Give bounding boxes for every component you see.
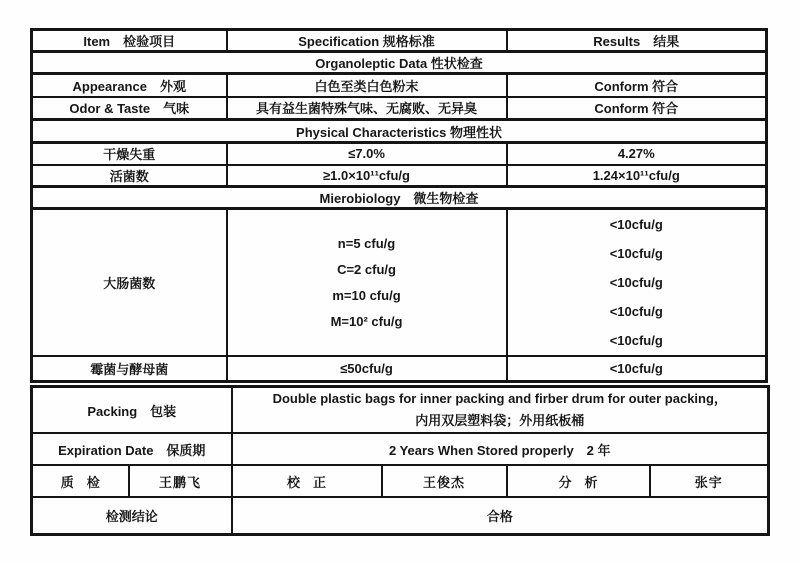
coliform-result-line: <10cfu/g (609, 333, 663, 348)
packing-signature-table (30, 385, 770, 536)
appearance-item-cell: Appearance 外观 (32, 74, 227, 97)
header-row (32, 30, 767, 52)
specification-results-table (30, 28, 768, 383)
packing-label-cell: Packing 包装 (32, 387, 232, 434)
expiration-label-cell: Expiration Date 保质期 (32, 433, 232, 465)
analysis-name-cell: 张宇 (650, 465, 769, 497)
section-row-physical (32, 120, 767, 143)
packing-line-english: Double plastic bags for inner packing and firber drum for outer packing， (272, 391, 727, 406)
table-row-odor-taste (32, 97, 767, 120)
loss-on-drying-result-cell: 4.27% (507, 143, 767, 165)
odor-spec-cell: 具有益生菌特殊气味、无腐败、无异臭 (227, 97, 507, 120)
column-header-item: Item 检验项目 (32, 30, 227, 52)
coliform-spec-line: C=2 cfu/g (337, 261, 396, 277)
table-row-appearance (32, 74, 767, 97)
table-row-loss-on-drying (32, 143, 767, 165)
section-row-microbiology (32, 187, 767, 209)
appearance-spec-cell: 白色至类白色粉末 (227, 74, 507, 97)
loss-on-drying-spec-cell: ≤7.0% (227, 143, 507, 165)
column-header-specification: Specification 规格标准 (227, 30, 507, 52)
coliform-result-line: <10cfu/g (609, 217, 663, 232)
mold-yeast-result-cell: <10cfu/g (507, 356, 767, 381)
mold-yeast-spec-cell: ≤50cfu/g (227, 356, 507, 381)
qc-label-cell: 质 检 (32, 465, 129, 497)
packing-value-cell (232, 387, 769, 434)
section-header-microbiology: Mierobiology 微生物检查 (32, 187, 767, 209)
coliform-result-line: <10cfu/g (609, 275, 663, 290)
table-row-packing (32, 387, 769, 434)
section-row-organoleptic (32, 52, 767, 74)
coliform-item-cell: 大肠菌数 (32, 209, 227, 357)
qc-name-cell: 王鹏飞 (129, 465, 232, 497)
coliform-result-line: <10cfu/g (609, 304, 663, 319)
viable-count-item-cell: 活菌数 (32, 165, 227, 187)
coliform-spec-cell (227, 209, 507, 357)
viable-count-spec-cell: ≥1.0×10¹¹cfu/g (227, 165, 507, 187)
coliform-result-cell (507, 209, 767, 357)
table-row-mold-yeast (32, 356, 767, 381)
table-row-coliform (32, 209, 767, 357)
conclusion-value-cell: 合格 (232, 497, 769, 534)
coliform-spec-line: n=5 cfu/g (337, 235, 396, 251)
coliform-spec-line: M=10² cfu/g (330, 313, 403, 329)
analysis-label-cell: 分 析 (507, 465, 650, 497)
proofread-label-cell: 校 正 (232, 465, 382, 497)
table-row-expiration (32, 433, 769, 465)
table-row-conclusion (32, 497, 769, 534)
odor-item-cell: Odor & Taste 气味 (32, 97, 227, 120)
column-header-results: Results 结果 (507, 30, 767, 52)
viable-count-result-cell: 1.24×10¹¹cfu/g (507, 165, 767, 187)
packing-line-chinese: 内用双层塑料袋；外用纸板桶 (415, 413, 585, 428)
table-row-signatures (32, 465, 769, 497)
mold-yeast-item-cell: 霉菌与酵母菌 (32, 356, 227, 381)
conclusion-label-cell: 检测结论 (32, 497, 232, 534)
section-header-physical: Physical Characteristics 物理性状 (32, 120, 767, 143)
table-row-viable-count (32, 165, 767, 187)
section-header-organoleptic: Organoleptic Data 性状检查 (32, 52, 767, 74)
loss-on-drying-item-cell: 干燥失重 (32, 143, 227, 165)
coliform-spec-line: m=10 cfu/g (332, 287, 401, 303)
proofread-name-cell: 王俊杰 (382, 465, 507, 497)
appearance-result-cell: Conform 符合 (507, 74, 767, 97)
expiration-value-cell: 2 Years When Stored properly 2 年 (232, 433, 769, 465)
coliform-result-line: <10cfu/g (609, 246, 663, 261)
odor-result-cell: Conform 符合 (507, 97, 767, 120)
